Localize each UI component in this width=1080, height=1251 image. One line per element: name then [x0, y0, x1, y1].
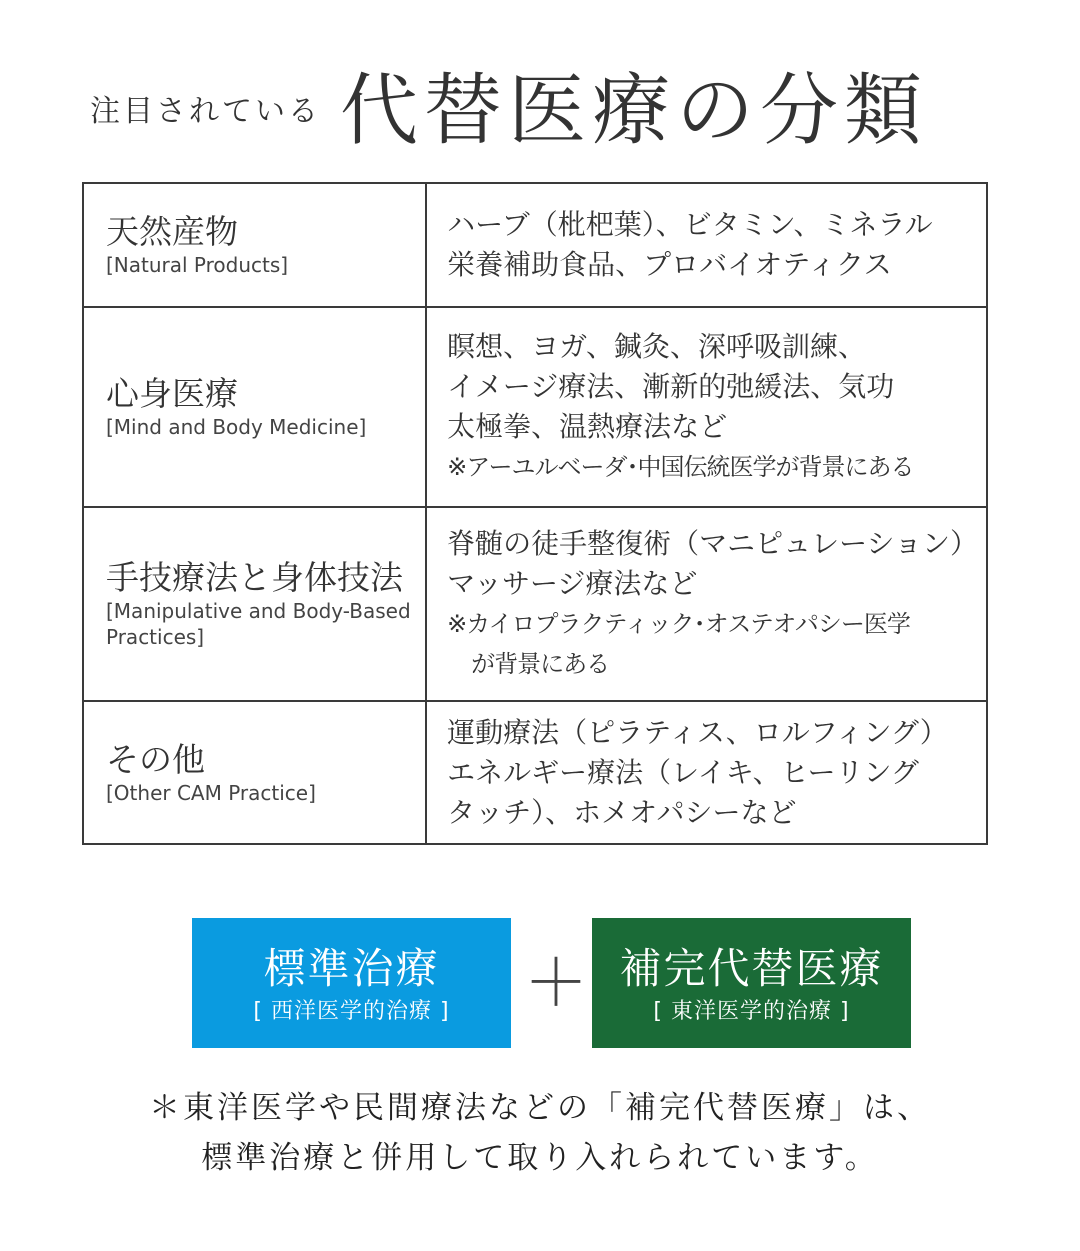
table-row [83, 183, 987, 307]
description-cell [426, 183, 987, 307]
category-cell [83, 701, 426, 844]
complementary-treatment-box [592, 918, 911, 1048]
description-line: 脊髄の徒手整復術（マニピュレーション） [447, 527, 978, 560]
table-row [83, 701, 987, 844]
title-row [0, 48, 1080, 158]
category-name-en: [Mind and Body Medicine] [106, 415, 367, 439]
footnote-line-1: ＊東洋医学や民間療法などの「補完代替医療」は、 [149, 1090, 931, 1126]
category-cell [83, 307, 426, 507]
category-name-en: [Manipulative and Body-Based Practices] [106, 599, 411, 649]
footnote-line-2: 標準治療と併用して取り入れられています。 [201, 1140, 879, 1176]
description-note: ※アーユルベーダ･中国伝統医学が背景にある [447, 453, 914, 481]
table-row [83, 507, 987, 701]
page-title: 代替医療の分類 [340, 66, 929, 156]
description-note: ※カイロプラクティック･オステオパシー医学 [447, 610, 910, 638]
category-name-jp: 天然産物 [106, 212, 238, 251]
standard-treatment-title: 標準治療 [263, 944, 440, 993]
description-line: 栄養補助食品、プロバイオティクス [447, 248, 892, 281]
plus-icon: ＋ [524, 947, 588, 1021]
category-name-en: [Other CAM Practice] [106, 780, 316, 805]
description-line: 瞑想、ヨガ、鍼灸、深呼吸訓練、 [447, 330, 866, 363]
standard-treatment-box [192, 918, 511, 1048]
description-cell [426, 307, 987, 507]
description-line: ハーブ（枇杷葉）、ビタミン、ミネラル [447, 208, 933, 241]
description-line: 運動療法（ピラティス、ロルフィング） [447, 715, 948, 749]
category-name-en: [Natural Products] [106, 253, 289, 277]
category-cell [83, 507, 426, 701]
standard-treatment-subtitle: [ 西洋医学的治療 ] [253, 999, 450, 1024]
description-line: タッチ）、ホメオパシーなど [447, 795, 797, 829]
classification-table [82, 182, 988, 845]
title-lead: 注目されている [90, 94, 321, 129]
description-line: 太極拳、温熱療法など [447, 410, 728, 443]
category-name-jp: 手技療法と身体技法 [106, 558, 403, 597]
complementary-treatment-subtitle: [ 東洋医学的治療 ] [653, 999, 850, 1024]
description-note: が背景にある [471, 650, 610, 678]
description-cell [426, 507, 987, 701]
description-line: イメージ療法、漸新的弛緩法、気功 [447, 370, 895, 403]
category-name-jp: その他 [106, 739, 205, 779]
complementary-treatment-title: 補完代替医療 [619, 944, 884, 993]
description-line: マッサージ療法など [447, 567, 698, 600]
table-row [83, 307, 987, 507]
description-cell [426, 701, 987, 844]
description-line: エネルギー療法（レイキ、ヒーリング [447, 755, 919, 789]
category-name-jp: 心身医療 [106, 374, 238, 413]
category-cell [83, 183, 426, 307]
